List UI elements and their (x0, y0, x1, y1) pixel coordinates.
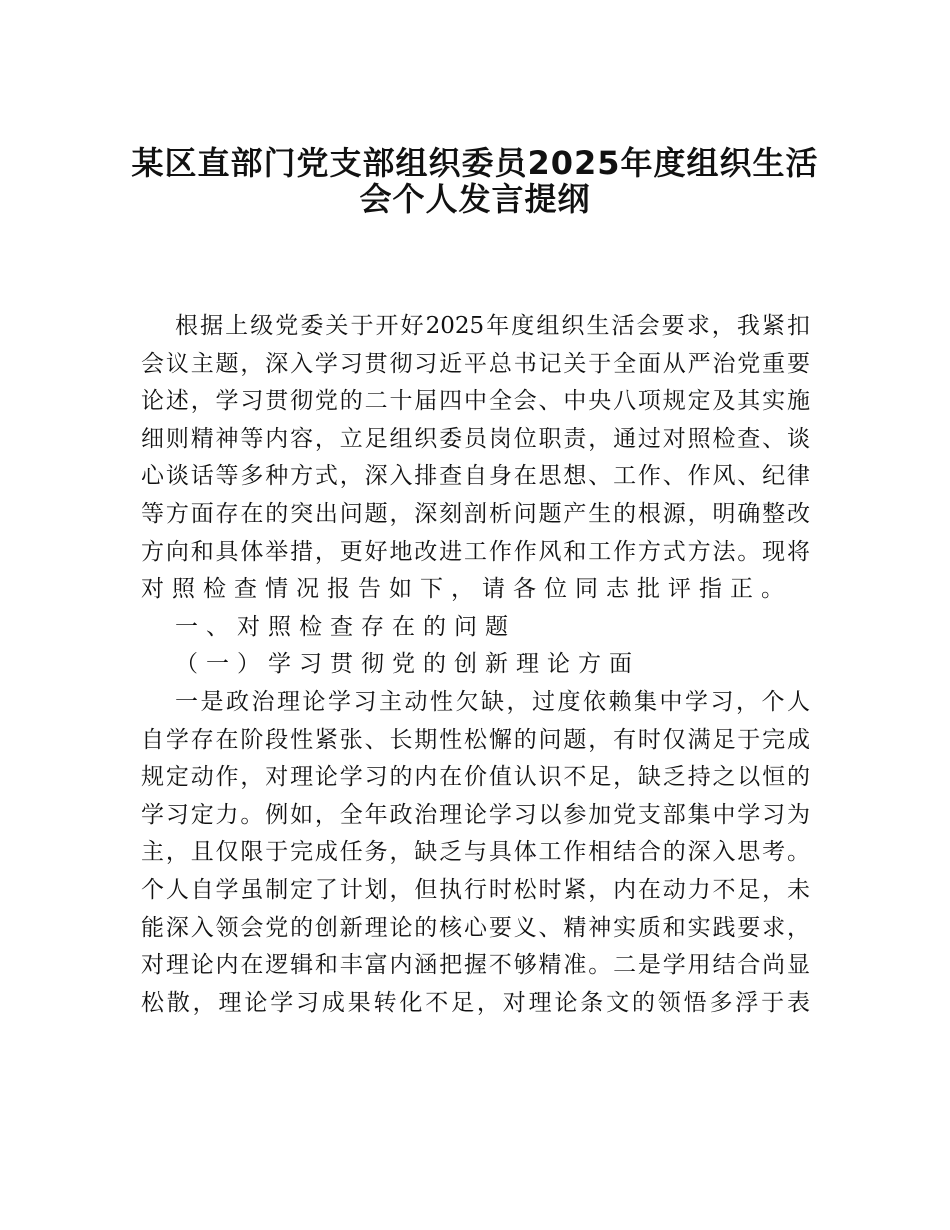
document-title-line-2: 会个人发言提纲 (359, 180, 591, 218)
text-line: 等方面存在的突出问题，深刻剖析问题产生的根源，明确整改 (141, 500, 810, 527)
text-line: 心谈话等多种方式，深入排查自身在思想、工作、作风、纪律 (141, 463, 810, 490)
text-line: 规定动作，对理论学习的内在价值认识不足，缺乏持之以恒的 (141, 764, 810, 791)
text-line: 论述，学习贯彻党的二十届四中全会、中央八项规定及其实施 (141, 388, 810, 415)
text-line: 根据上级党委关于开好2025年度组织生活会要求，我紧扣 (175, 313, 810, 339)
text-line: 方向和具体举措，更好地改进工作作风和工作方式方法。现将 (141, 538, 810, 565)
text-line: 学习定力。例如，全年政治理论学习以参加党支部集中学习为 (141, 801, 810, 828)
text-line: 一、对照检查存在的问题 (175, 613, 516, 640)
text-line: 能深入领会党的创新理论的核心要义、精神实质和实践要求， (141, 914, 810, 941)
text-line: 对理论内在逻辑和丰富内涵把握不够精准。二是学用结合尚显 (141, 952, 810, 979)
text-line: 对照检查情况报告如下，请各位同志批评指正。 (141, 576, 792, 603)
document-title-line-1: 某区直部门党支部组织委员2025年度组织生活 (131, 144, 819, 182)
text-line: （一）学习贯彻党的创新理论方面 (175, 651, 640, 678)
text-line: 会议主题，深入学习贯彻习近平总书记关于全面从严治党重要 (141, 350, 810, 377)
text-line: 细则精神等内容，立足组织委员岗位职责，通过对照检查、谈 (141, 425, 810, 452)
text-line: 松散，理论学习成果转化不足，对理论条文的领悟多浮于表 (141, 989, 810, 1016)
text-line: 个人自学虽制定了计划，但执行时松时紧，内在动力不足，未 (141, 876, 810, 903)
document-body (141, 308, 810, 1022)
text-line: 一是政治理论学习主动性欠缺，过度依赖集中学习，个人 (175, 688, 810, 715)
text-line: 自学存在阶段性紧张、长期性松懈的问题，有时仅满足于完成 (141, 726, 810, 753)
text-line: 主，且仅限于完成任务，缺乏与具体工作相结合的深入思考。 (141, 839, 810, 866)
